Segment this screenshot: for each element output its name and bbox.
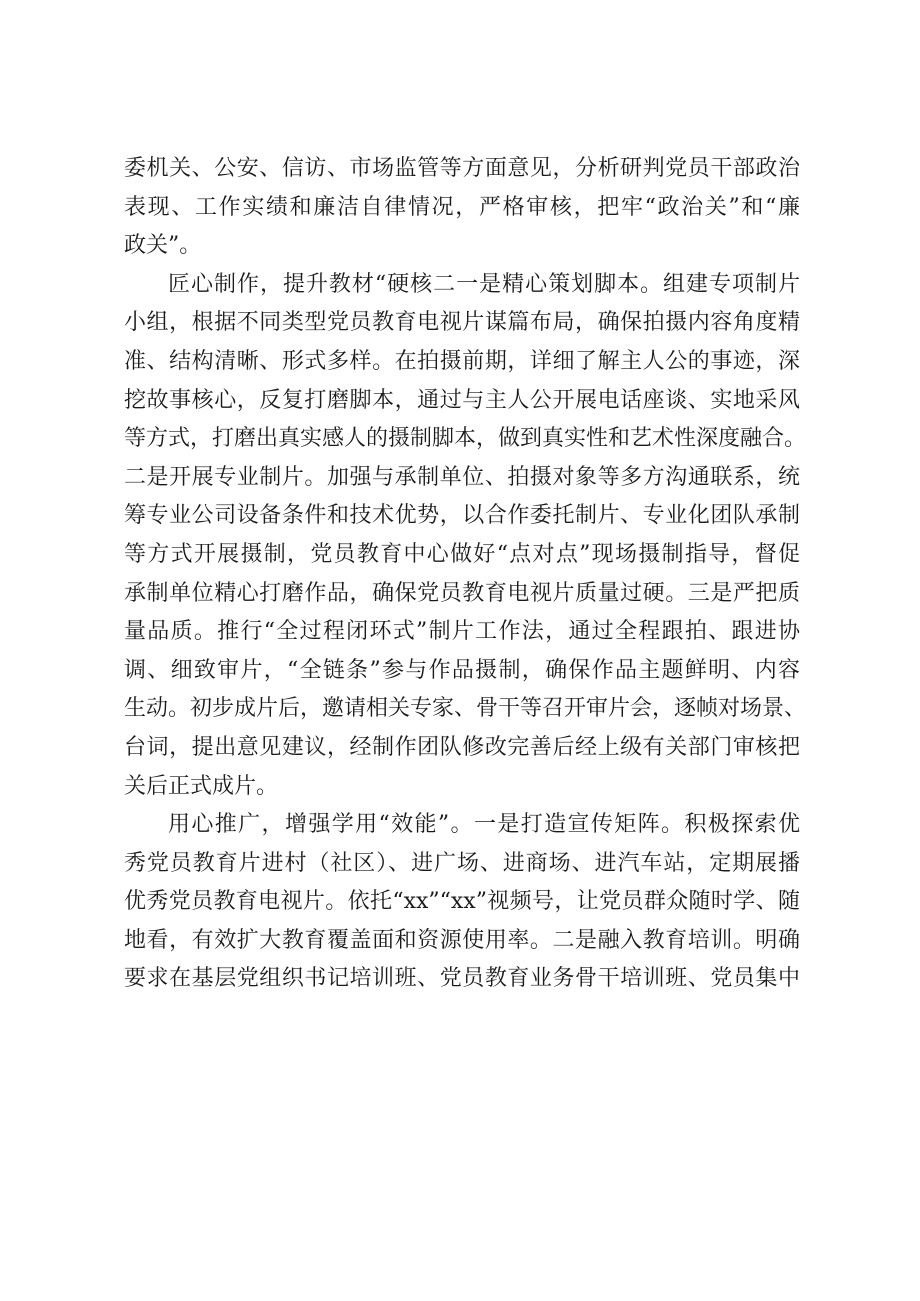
paragraph-first-line: 用心推广，增强学用“效能”。一是打造宣传矩阵。积极探索优 — [168, 812, 800, 838]
text-line: 委机关、公安、信访、市场监管等方面意见，分析研判党员干部政治 — [124, 156, 800, 181]
text-line: 挖故事核心，反复打磨脚本，通过与主人公开展电话座谈、实地采风 — [124, 387, 800, 413]
text-line: 生动。初步成片后，邀请相关专家、骨干等召开审片会，逐帧对场景、 — [124, 696, 807, 722]
text-line: 小组，根据不同类型党员教育电视片谋篇布局，确保拍摄内容角度精 — [124, 310, 800, 336]
paragraph-first-line: 匠心制作，提升教材“硬核二一是精心策划脚本。组建专项制片 — [168, 271, 800, 297]
text-line: 二是开展专业制片。加强与承制单位、拍摄对象等多方沟通联系，统 — [124, 464, 800, 490]
text-line: 等方式开展摄制，党员教育中心做好“点对点”现场摄制指导，督促 — [124, 541, 800, 567]
text-line: 承制单位精心打磨作品，确保党员教育电视片质量过硬。三是严把质 — [124, 580, 800, 606]
text-line: 台词，提出意见建议，经制作团队修改完善后经上级有关部门审核把 — [124, 734, 800, 760]
text-line: 筹专业公司设备条件和技术优势，以合作委托制片、专业化团队承制 — [124, 503, 800, 529]
document-body — [124, 150, 807, 999]
text-line: 优秀党员教育电视片。依托“xx”“xx”视频号，让党员群众随时学、随 — [124, 889, 800, 915]
text-line: 秀党员教育片进村（社区）、进广场、进商场、进汽车站，定期展播 — [124, 850, 800, 876]
text-line: 调、细致审片，“全链条”参与作品摄制，确保作品主题鲜明、内容 — [124, 657, 800, 683]
text-line: 地看，有效扩大教育覆盖面和资源使用率。二是融入教育培训。明确 — [124, 927, 800, 953]
text-line: 政关”。 — [124, 233, 202, 259]
text-line: 表现、工作实绩和廉洁自律情况，严格审核，把牢“政治关”和“廉 — [124, 194, 800, 220]
text-line: 要求在基层党组织书记培训班、党员教育业务骨干培训班、党员集中 — [124, 966, 800, 992]
text-line: 准、结构清晰、形式多样。在拍摄前期，详细了解主人公的事迹，深 — [124, 348, 800, 374]
text-line: 关后正式成片。 — [124, 773, 279, 799]
text-line: 等方式，打磨出真实感人的摄制脚本，做到真实性和艺术性深度融合。 — [124, 426, 807, 452]
text-line: 量品质。推行“全过程闭环式”制片工作法，通过全程跟拍、跟进协 — [124, 619, 800, 645]
